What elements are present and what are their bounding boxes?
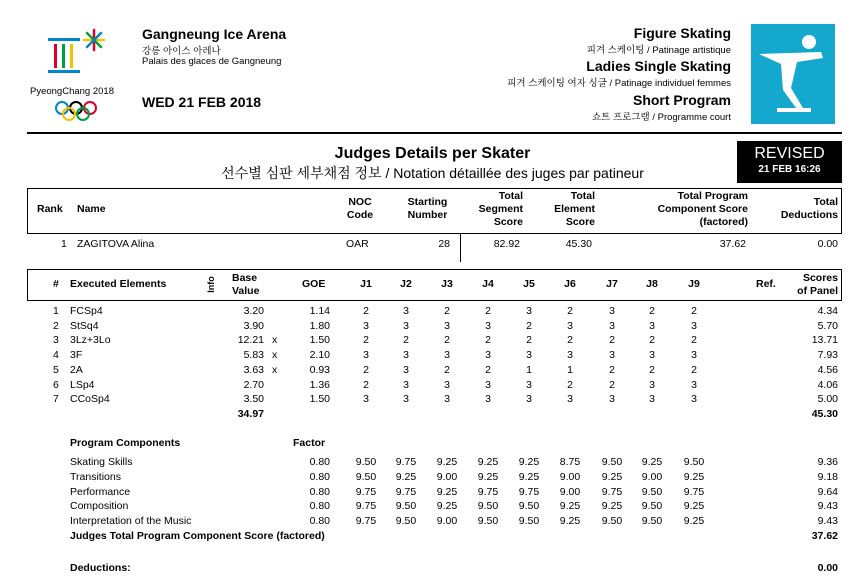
element-judge-2: 3: [403, 305, 409, 317]
element-judge-5: 2: [526, 319, 532, 332]
element-judge-4: 3: [485, 319, 491, 332]
col-tss: [460, 190, 523, 229]
component-judge-3: 9.25: [436, 500, 458, 513]
element-judge-9: 3: [691, 319, 697, 332]
skater-summary-row: [0, 238, 865, 252]
element-goe: 0.93: [309, 363, 330, 376]
element-judge-3: 3: [444, 349, 450, 362]
element-judge-6: 3: [567, 349, 573, 362]
col-executed-elements: Executed Elements: [70, 278, 167, 290]
component-judge-7: 9.75: [601, 485, 623, 498]
element-goe: 1.80: [309, 319, 330, 332]
deductions-row: [0, 562, 865, 576]
element-judge-7: 3: [609, 305, 615, 317]
element-row: [0, 320, 865, 334]
component-judge-3: 9.00: [436, 515, 458, 528]
component-judge-2: 9.50: [395, 500, 417, 513]
col-ded-line2: Deductions: [780, 209, 838, 221]
component-judge-4: 9.50: [477, 515, 499, 528]
component-factor: 0.80: [309, 515, 330, 528]
element-judge-5: 3: [526, 349, 532, 362]
component-judge-3: 9.25: [436, 485, 458, 498]
element-num: 1: [53, 305, 59, 317]
component-judge-4: 9.50: [477, 500, 499, 513]
component-name: Transitions: [70, 470, 121, 483]
element-base: 3.50: [243, 393, 264, 406]
col-starting: [395, 196, 460, 222]
component-row: [0, 456, 865, 470]
element-judge-8: 3: [649, 378, 655, 391]
element-judge-5: 2: [526, 334, 532, 347]
element-judge-5: 3: [526, 378, 532, 391]
element-judge-6: 3: [567, 319, 573, 332]
component-judge-5: 9.25: [518, 470, 540, 483]
element-score: 5.00: [817, 393, 838, 406]
col-base-line1: Base: [232, 272, 258, 284]
discipline-title: Figure Skating: [633, 25, 731, 41]
revised-label: REVISED: [754, 145, 825, 162]
pyeongchang-logo: [28, 22, 132, 126]
col-pcs-line1: Total Program: [677, 190, 748, 202]
element-judge-2: 3: [403, 378, 409, 391]
skater-tes: 45.30: [565, 238, 592, 250]
col-rank: Rank: [37, 203, 63, 215]
element-judge-5: 3: [526, 393, 532, 406]
figure-skating-pictogram: [751, 24, 835, 124]
element-judge-1: 2: [363, 378, 369, 391]
report-title: Judges Details per Skater: [334, 145, 531, 162]
col-tss-line3: Score: [493, 216, 523, 228]
element-judge-1: 2: [363, 305, 369, 317]
component-score: 9.43: [817, 515, 838, 528]
element-base: 3.20: [243, 305, 264, 317]
skater-tss: 82.92: [493, 238, 520, 250]
element-judge-7: 3: [609, 393, 615, 406]
element-judge-4: 3: [485, 349, 491, 362]
element-num: 5: [53, 363, 59, 376]
skater-noc: OAR: [346, 238, 369, 250]
component-judge-3: 9.25: [436, 456, 458, 468]
col-judge-4: J4: [482, 278, 494, 290]
element-code: 3F: [70, 349, 83, 362]
pc-title: Program Components: [70, 437, 181, 449]
element-bonus-mark: x: [272, 349, 278, 362]
elements-total-score: 45.30: [811, 408, 838, 420]
pcs-total-label: Judges Total Program Component Score (factored): [70, 530, 325, 542]
skater-start: 28: [438, 238, 450, 250]
element-judge-2: 3: [403, 393, 409, 406]
component-score: 9.64: [817, 485, 838, 498]
element-row: [0, 305, 865, 319]
element-row: [0, 393, 865, 407]
element-judge-8: 2: [649, 363, 655, 376]
component-judge-6: 9.00: [559, 485, 581, 498]
element-score: 5.70: [817, 319, 838, 332]
element-judge-9: 2: [691, 334, 697, 347]
component-name: Composition: [70, 500, 129, 513]
element-score: 4.34: [817, 305, 838, 317]
element-code: StSq4: [70, 319, 99, 332]
element-judge-1: 3: [363, 349, 369, 362]
element-judge-8: 3: [649, 319, 655, 332]
element-code: 2A: [70, 363, 83, 376]
venue-korean: 강릉 아이스 아레나: [142, 46, 221, 57]
component-judge-1: 9.75: [355, 515, 377, 528]
element-goe: 1.36: [309, 378, 330, 391]
element-goe: 1.50: [309, 393, 330, 406]
col-judge-1: J1: [360, 278, 372, 290]
component-judge-1: 9.75: [355, 485, 377, 498]
col-judge-8: J8: [646, 278, 658, 290]
category-title: Ladies Single Skating: [586, 58, 731, 74]
col-pcs: [620, 190, 748, 229]
component-judge-8: 9.50: [641, 485, 663, 498]
element-judge-7: 3: [609, 349, 615, 362]
component-judge-5: 9.25: [518, 456, 540, 468]
event-date: WED 21 FEB 2018: [142, 94, 262, 110]
component-row: [0, 486, 865, 500]
element-judge-3: 2: [444, 334, 450, 347]
component-judge-6: 9.25: [559, 515, 581, 528]
col-base-line2: Value: [232, 285, 260, 297]
element-base: 5.83: [243, 349, 264, 362]
element-base: 3.63: [243, 363, 264, 376]
skater-icon: [751, 24, 835, 124]
component-judge-9: 9.25: [683, 470, 705, 483]
element-judge-3: 2: [444, 305, 450, 317]
component-name: Interpretation of the Music: [70, 515, 192, 528]
element-num: 6: [53, 378, 59, 391]
element-judge-1: 3: [363, 319, 369, 332]
col-info: Info: [205, 276, 216, 293]
col-tss-line1: Total: [498, 190, 523, 202]
pcs-total-value: 37.62: [811, 530, 838, 542]
element-judge-6: 1: [567, 363, 573, 376]
component-judge-7: 9.50: [601, 456, 623, 468]
col-noc-line1: NOC: [348, 196, 372, 208]
elements-total-row: [0, 408, 865, 422]
element-judge-2: 3: [403, 319, 409, 332]
element-base: 3.90: [243, 319, 264, 332]
pc-factor-header: Factor: [293, 437, 326, 449]
component-judge-8: 9.25: [641, 456, 663, 468]
element-row: [0, 349, 865, 363]
col-pcs-line2: Component Score: [657, 203, 748, 215]
col-tes: [535, 190, 595, 229]
element-judge-2: 3: [403, 349, 409, 362]
revised-time: 21 FEB 16:26: [758, 164, 821, 175]
element-num: 7: [53, 393, 59, 406]
deductions-value: 0.00: [817, 562, 838, 574]
segment-title: Short Program: [632, 92, 731, 108]
element-num: 2: [53, 319, 59, 332]
skater-pcs: 37.62: [719, 238, 746, 250]
element-row: [0, 364, 865, 378]
col-score-line2: of Panel: [797, 285, 838, 297]
element-judge-4: 3: [485, 393, 491, 406]
col-element-num: #: [53, 278, 59, 290]
col-noc: [330, 196, 390, 222]
col-tes-line2: Element: [554, 203, 595, 215]
element-code: 3Lz+3Lo: [70, 334, 111, 347]
component-factor: 0.80: [309, 500, 330, 513]
element-goe: 1.50: [309, 334, 330, 347]
component-row: [0, 471, 865, 485]
element-judge-7: 2: [609, 378, 615, 391]
element-judge-9: 3: [691, 378, 697, 391]
skater-rank: 1: [61, 238, 67, 250]
col-starting-line1: Starting: [407, 196, 448, 208]
discipline-subtitle: 피겨 스케이팅 / Patinage artistique: [586, 45, 731, 56]
element-num: 4: [53, 349, 59, 362]
component-judge-5: 9.50: [518, 515, 540, 528]
component-score: 9.43: [817, 500, 838, 513]
header-divider: [27, 132, 842, 134]
col-deductions: [760, 196, 838, 222]
element-code: CCoSp4: [70, 393, 110, 406]
component-factor: 0.80: [309, 470, 330, 483]
component-judge-5: 9.50: [518, 500, 540, 513]
element-judge-3: 3: [444, 319, 450, 332]
component-row: [0, 515, 865, 529]
element-judge-3: 2: [444, 363, 450, 376]
col-score-of-panel: [780, 272, 838, 298]
logo-emblem: [28, 22, 132, 126]
element-judge-7: 3: [609, 319, 615, 332]
element-judge-9: 3: [691, 349, 697, 362]
element-judge-1: 3: [363, 393, 369, 406]
col-starting-line2: Number: [407, 209, 448, 221]
venue-title: Gangneung Ice Arena: [142, 26, 287, 42]
col-tes-line3: Score: [565, 216, 595, 228]
component-factor: 0.80: [309, 485, 330, 498]
element-judge-3: 3: [444, 378, 450, 391]
col-tes-line1: Total: [570, 190, 595, 202]
col-name: Name: [77, 203, 106, 215]
col-ref: Ref.: [756, 278, 776, 290]
component-judge-4: 9.25: [477, 456, 499, 468]
col-judge-5: J5: [523, 278, 535, 290]
segment-subtitle: 쇼트 프로그램 / Programme court: [591, 112, 731, 123]
component-factor: 0.80: [309, 456, 330, 468]
element-score: 13.71: [811, 334, 838, 347]
component-judge-2: 9.75: [395, 485, 417, 498]
component-judge-2: 9.25: [395, 470, 417, 483]
component-judge-8: 9.00: [641, 470, 663, 483]
component-judge-1: 9.75: [355, 500, 377, 513]
element-judge-2: 2: [403, 334, 409, 347]
element-base: 12.21: [237, 334, 264, 347]
component-judge-6: 9.25: [559, 500, 581, 513]
deductions-label: Deductions:: [70, 562, 131, 574]
component-judge-9: 9.50: [683, 456, 705, 468]
component-score: 9.18: [817, 470, 838, 483]
col-noc-line2: Code: [346, 209, 374, 221]
pcs-total-row: [0, 530, 865, 544]
element-num: 3: [53, 334, 59, 347]
component-judge-9: 9.25: [683, 515, 705, 528]
component-judge-9: 9.25: [683, 500, 705, 513]
col-goe: GOE: [302, 278, 326, 290]
col-ded-line1: Total: [813, 196, 838, 208]
component-judge-2: 9.50: [395, 515, 417, 528]
col-judge-3: J3: [441, 278, 453, 290]
col-judge-2: J2: [400, 278, 412, 290]
component-judge-6: 8.75: [559, 456, 581, 468]
component-row: [0, 500, 865, 514]
element-judge-4: 2: [485, 305, 491, 317]
element-judge-4: 2: [485, 363, 491, 376]
element-judge-5: 1: [526, 363, 532, 376]
component-judge-8: 9.50: [641, 500, 663, 513]
element-judge-6: 2: [567, 305, 573, 317]
element-judge-3: 3: [444, 393, 450, 406]
skater-ded: 0.00: [817, 238, 838, 250]
element-score: 4.56: [817, 363, 838, 376]
component-judge-7: 9.25: [601, 470, 623, 483]
component-judge-4: 9.25: [477, 470, 499, 483]
revised-badge: [737, 141, 842, 183]
element-judge-4: 3: [485, 378, 491, 391]
element-goe: 2.10: [309, 349, 330, 362]
element-bonus-mark: x: [272, 363, 278, 376]
component-judge-2: 9.75: [395, 456, 417, 468]
element-base: 2.70: [243, 378, 264, 391]
col-score-line1: Scores: [802, 272, 838, 284]
skater-name: ZAGITOVA Alina: [77, 238, 155, 250]
category-subtitle: 피겨 스케이팅 여자 싱글 / Patinage individuel femmes: [507, 78, 731, 89]
element-judge-9: 2: [691, 363, 697, 376]
element-goe: 1.14: [309, 305, 330, 317]
component-judge-1: 9.50: [355, 470, 377, 483]
col-base-value: [232, 272, 259, 298]
element-bonus-mark: x: [272, 334, 278, 347]
col-pcs-line3: (factored): [699, 216, 748, 228]
col-judge-9: J9: [688, 278, 700, 290]
element-judge-1: 2: [363, 363, 369, 376]
element-score: 4.06: [817, 378, 838, 391]
report-subtitle: 선수별 심판 세부채점 정보 / Notation détaillée des juges par patineur: [221, 165, 644, 181]
component-judge-9: 9.75: [683, 485, 705, 498]
element-judge-8: 2: [649, 334, 655, 347]
element-judge-7: 2: [609, 363, 615, 376]
element-judge-8: 3: [649, 393, 655, 406]
col-judge-6: J6: [564, 278, 576, 290]
element-row: [0, 334, 865, 348]
element-judge-6: 2: [567, 378, 573, 391]
component-name: Performance: [70, 485, 131, 498]
component-judge-5: 9.75: [518, 485, 540, 498]
component-judge-8: 9.50: [641, 515, 663, 528]
summary-separator: [460, 234, 461, 262]
component-name: Skating Skills: [70, 456, 133, 468]
component-judge-3: 9.00: [436, 470, 458, 483]
component-judge-4: 9.75: [477, 485, 499, 498]
element-judge-4: 2: [485, 334, 491, 347]
elements-total-base: 34.97: [237, 408, 264, 420]
element-judge-1: 2: [363, 334, 369, 347]
element-code: LSp4: [70, 378, 95, 391]
element-judge-6: 3: [567, 393, 573, 406]
element-judge-2: 3: [403, 363, 409, 376]
element-code: FCSp4: [70, 305, 103, 317]
component-judge-7: 9.50: [601, 515, 623, 528]
col-tss-line2: Segment: [478, 203, 523, 215]
venue-french: Palais des glaces de Gangneung: [142, 56, 282, 67]
element-judge-9: 3: [691, 393, 697, 406]
element-judge-5: 3: [526, 305, 532, 317]
element-judge-7: 2: [609, 334, 615, 347]
logo-text: PyeongChang 2018: [30, 86, 114, 97]
component-score: 9.36: [817, 456, 838, 468]
element-score: 7.93: [817, 349, 838, 362]
component-judge-6: 9.00: [559, 470, 581, 483]
element-row: [0, 379, 865, 393]
component-judge-1: 9.50: [355, 456, 377, 468]
col-judge-7: J7: [606, 278, 618, 290]
component-judge-7: 9.25: [601, 500, 623, 513]
element-judge-8: 2: [649, 305, 655, 317]
element-judge-6: 2: [567, 334, 573, 347]
element-judge-9: 2: [691, 305, 697, 317]
element-judge-8: 3: [649, 349, 655, 362]
